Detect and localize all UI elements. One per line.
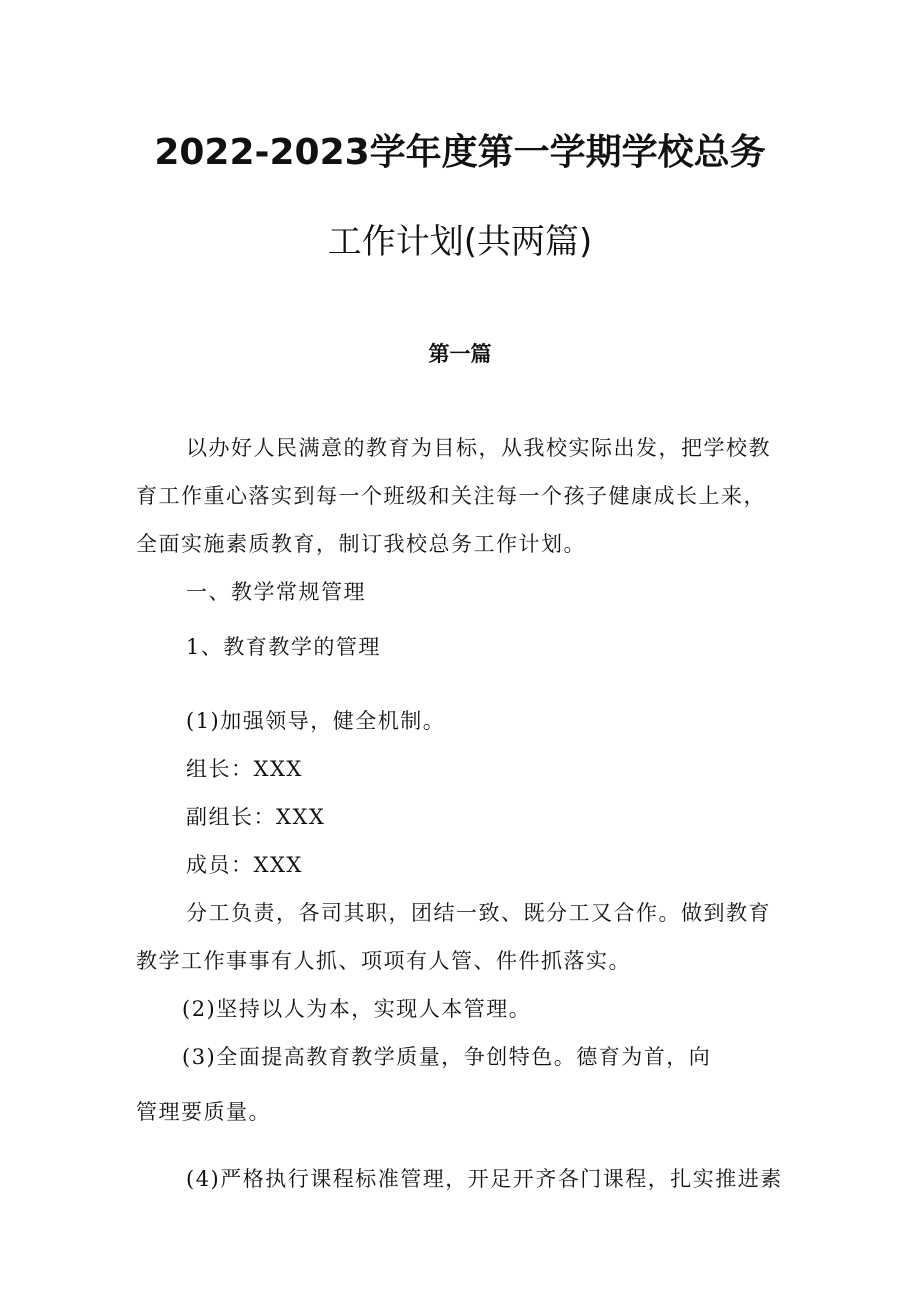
paragraph-line: 全面实施素质教育，制订我校总务工作计划。 xyxy=(136,532,586,556)
paragraph-line: 管理要质量。 xyxy=(136,1100,271,1124)
document-title-line-1: 2022-2023学年度第一学期学校总务 xyxy=(154,132,766,173)
list-item: (2)坚持以人为本，实现人本管理。 xyxy=(182,997,532,1021)
list-item: (3)全面提高教育教学质量，争创特色。德育为首，向 xyxy=(182,1045,712,1069)
document-title-line-2: 工作计划(共两篇) xyxy=(327,222,593,262)
paragraph-line: 分工负责，各司其职，团结一致、既分工又合作。做到教育 xyxy=(186,901,771,925)
deputy-leader-line: 副组长：XXX xyxy=(186,805,326,829)
paragraph-line: 育工作重心落实到每一个班级和关注每一个孩子健康成长上来， xyxy=(136,484,766,508)
group-leader-line: 组长：XXX xyxy=(186,757,303,781)
list-item: (4)严格执行课程标准管理，开足开齐各门课程，扎实推进素 xyxy=(186,1167,783,1191)
list-item: (1)加强领导，健全机制。 xyxy=(186,709,446,733)
members-line: 成员：XXX xyxy=(186,853,303,877)
paragraph-line: 教学工作事事有人抓、项项有人管、件件抓落实。 xyxy=(136,949,631,973)
paragraph-line: 以办好人民满意的教育为目标，从我校实际出发，把学校教 xyxy=(186,436,771,460)
subheading-education-management: 1、教育教学的管理 xyxy=(186,635,381,659)
subheading-teaching-management: 一、教学常规管理 xyxy=(186,580,366,604)
section-heading: 第一篇 xyxy=(428,342,492,366)
